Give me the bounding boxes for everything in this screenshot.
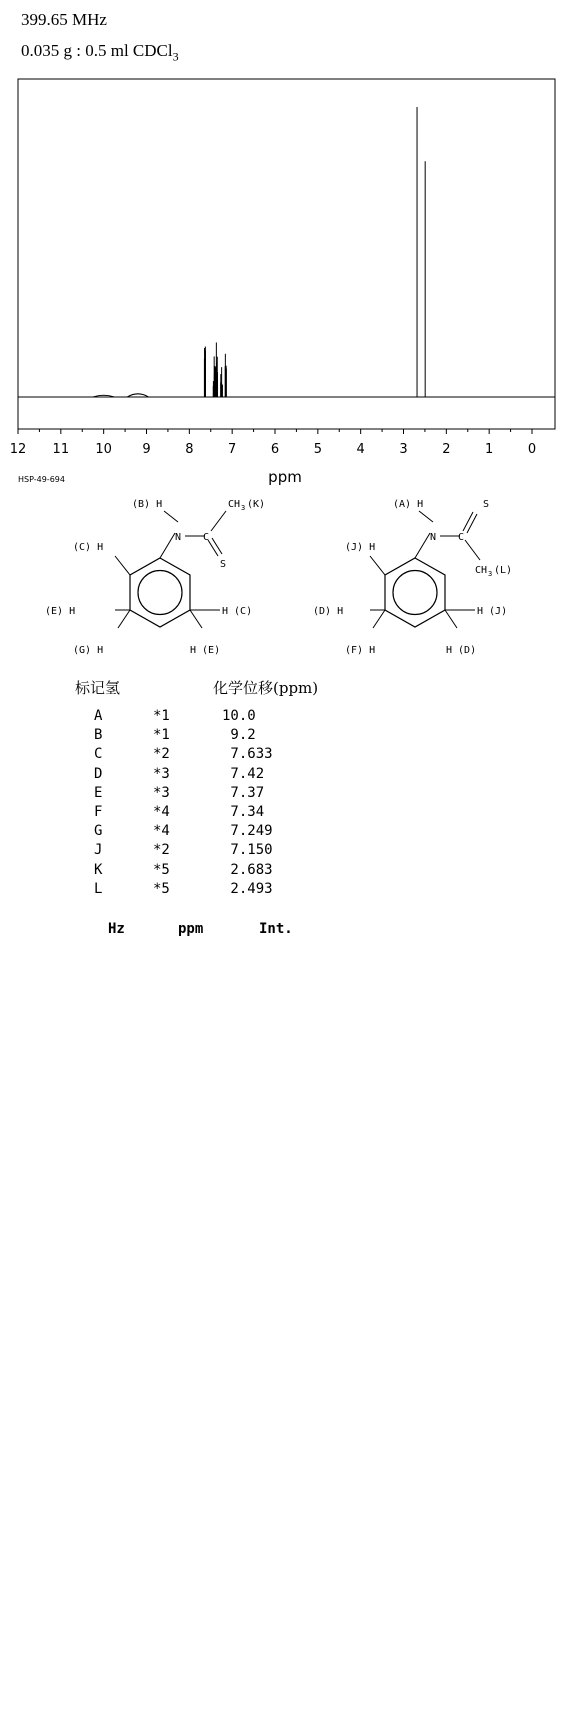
x-axis-ticks (10, 429, 536, 457)
assignment-shift: 10.0 (222, 708, 256, 724)
benzene-ring-right (385, 558, 445, 627)
assignment-shift: 7.37 (222, 784, 265, 801)
bond (465, 540, 480, 560)
label-hj: H (J) (477, 606, 508, 617)
assignment-multiplicity: *3 (153, 784, 170, 801)
bond (370, 556, 385, 575)
assignment-shift: 2.683 (222, 861, 273, 878)
label-c: C (203, 532, 210, 543)
assignment-shift: 7.633 (222, 746, 273, 763)
label-dh: (D) H (313, 606, 344, 617)
assignment-label: J (94, 842, 103, 859)
peak-header-hz: Hz (108, 921, 125, 937)
label-s: S (220, 559, 227, 570)
assignment-multiplicity: *2 (153, 746, 170, 763)
bond (211, 511, 226, 531)
bond (419, 511, 433, 522)
bond (115, 556, 130, 575)
label-3: 3 (488, 570, 493, 578)
bond (160, 533, 175, 558)
bond (463, 512, 473, 531)
label-s: S (483, 499, 490, 510)
assignment-multiplicity: *1 (153, 708, 170, 724)
bond (415, 533, 430, 558)
spectrometer-frequency: 399.65 MHz (21, 10, 107, 29)
x-tick-label: 10 (95, 442, 112, 457)
assignment-multiplicity: *5 (153, 880, 170, 897)
assignment-multiplicity: *5 (153, 861, 170, 878)
bond (208, 540, 218, 556)
assignment-multiplicity: *1 (153, 727, 170, 744)
x-tick-label: 6 (270, 442, 280, 457)
aromatic-circle-right (393, 571, 437, 615)
bond (118, 610, 130, 628)
spectrum-id: HSP-49-694 (18, 475, 65, 484)
x-axis-label: ppm (268, 468, 302, 486)
label-n: N (175, 532, 182, 543)
label-ch-c: (C) H (73, 542, 104, 553)
x-tick-label: 9 (142, 442, 151, 457)
structure-right (305, 498, 545, 658)
x-tick-label: 0 (527, 442, 537, 457)
assignment-multiplicity: *4 (153, 804, 170, 820)
assignment-multiplicity: *2 (153, 842, 170, 859)
label-eh: (E) H (45, 606, 76, 617)
sample-text: 0.035 g : 0.5 ml CDCl (21, 41, 173, 60)
label-ch: CH (475, 565, 488, 576)
label-ah: (A) H (393, 499, 424, 510)
x-tick-label: 12 (9, 442, 27, 457)
assignment-label: A (94, 708, 103, 724)
x-tick-label: 2 (442, 442, 451, 457)
bond (190, 610, 202, 628)
label-gh: (G) H (73, 645, 104, 656)
label-fh: (F) H (345, 645, 376, 656)
label-n: N (430, 532, 437, 543)
x-tick-label: 1 (485, 442, 494, 457)
label-3: 3 (241, 504, 246, 512)
bond (164, 511, 178, 522)
x-tick-label: 8 (185, 442, 194, 457)
benzene-ring-left (130, 558, 190, 627)
label-hc: H (C) (222, 606, 253, 617)
label-ch: CH (228, 499, 241, 510)
nmr-spectrum-chart (0, 0, 570, 486)
x-tick-label: 11 (52, 442, 70, 457)
assignment-header-shift: 化学位移(ppm) (213, 679, 319, 697)
assignment-multiplicity: *4 (153, 823, 170, 840)
assignment-shift: 7.249 (222, 823, 273, 840)
assignment-label: K (94, 861, 103, 878)
assignment-shift: 7.150 (222, 842, 273, 859)
assignment-label: L (94, 880, 103, 897)
assignment-header-label: 标记氢 (75, 679, 121, 697)
label-k: (K) (247, 499, 266, 510)
bond (373, 610, 385, 628)
aromatic-circle-left (138, 571, 182, 615)
x-tick-label: 3 (399, 442, 408, 457)
peak-header-ppm: ppm (178, 921, 204, 937)
label-c: C (458, 532, 465, 543)
assignment-label: G (94, 823, 103, 840)
label-he: H (E) (190, 645, 221, 656)
assignment-shift: 7.42 (222, 765, 265, 782)
bond (467, 514, 477, 533)
assignment-multiplicity: *3 (153, 765, 170, 782)
sample-subscript: 3 (172, 49, 179, 64)
x-tick-label: 5 (313, 442, 322, 457)
assignment-label: D (94, 765, 103, 782)
assignment-label: B (94, 727, 103, 744)
plot-frame (18, 79, 555, 429)
assignment-label: E (94, 784, 103, 801)
bond (445, 610, 457, 628)
structure-left (40, 498, 280, 658)
label-hd: H (D) (446, 645, 477, 656)
label-l: (L) (494, 565, 513, 576)
spectrum-peaks (18, 107, 555, 397)
label-bh: (B) H (132, 499, 163, 510)
assignment-shift: 7.34 (222, 804, 265, 820)
x-tick-label: 7 (228, 442, 237, 457)
assignment-label: C (94, 746, 103, 763)
assignment-shift: 9.2 (222, 727, 256, 744)
x-tick-label: 4 (356, 442, 365, 457)
label-jh: (J) H (345, 542, 376, 553)
bond (212, 538, 222, 554)
assignment-shift: 2.493 (222, 880, 273, 897)
assignment-label: F (94, 804, 103, 820)
peak-header-int: Int. (259, 921, 293, 937)
